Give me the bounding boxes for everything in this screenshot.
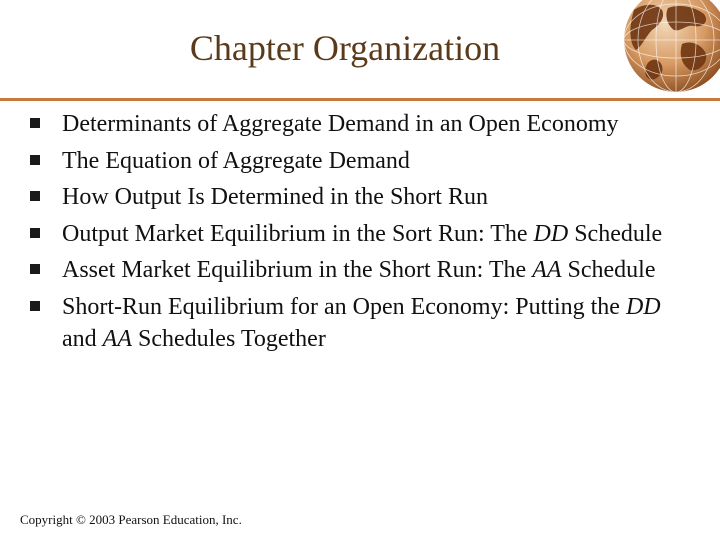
bullet-text-run: Asset Market Equilibrium in the Short Run: The [62,257,533,283]
bullet-text [62,294,661,353]
bullet-item [28,181,698,214]
bullet-text-italic: DD [625,293,661,320]
bullet-item [28,291,698,356]
square-bullet-icon [30,118,40,128]
slide-title: Chapter Organization [189,28,501,68]
bullet-item [28,108,698,141]
title-divider [0,98,720,101]
bullet-list [28,108,698,360]
bullet-text-italic: AA [102,326,132,352]
bullet-text-run: Output Market Equilibrium in the Sort Run: The [62,220,534,247]
bullet-text-run: Short-Run Equilibrium for an Open Economy: Putting the [62,293,626,320]
bullet-text-run: The Equation of Aggregate Demand [62,147,410,174]
square-bullet-icon [30,264,40,274]
bullet-text-run: Determinants of Aggregate Demand in an Open Economy [62,111,619,137]
bullet-text [62,148,410,174]
bullet-text [62,184,488,210]
bullet-text-run: Schedule [568,220,663,247]
square-bullet-icon [30,228,40,238]
bullet-text [62,111,619,137]
bullet-text-run: and [62,326,103,352]
square-bullet-icon [30,191,40,201]
bullet-item [28,254,698,287]
square-bullet-icon [30,155,40,165]
bullet-text [62,221,662,247]
bullet-text-run: How Output Is Determined in the Short Run [62,184,488,210]
bullet-item [28,145,698,178]
bullet-text [62,257,656,283]
square-bullet-icon [30,301,40,311]
bullet-text-run: Schedules Together [131,326,326,352]
bullet-item [28,218,698,251]
copyright-footer: Copyright © 2003 Pearson Education, Inc. [20,512,242,527]
bullet-text-italic: AA [532,257,562,283]
bullet-text-italic: DD [533,220,569,247]
bullet-text-run: Schedule [561,257,656,283]
globe-icon [612,0,720,104]
